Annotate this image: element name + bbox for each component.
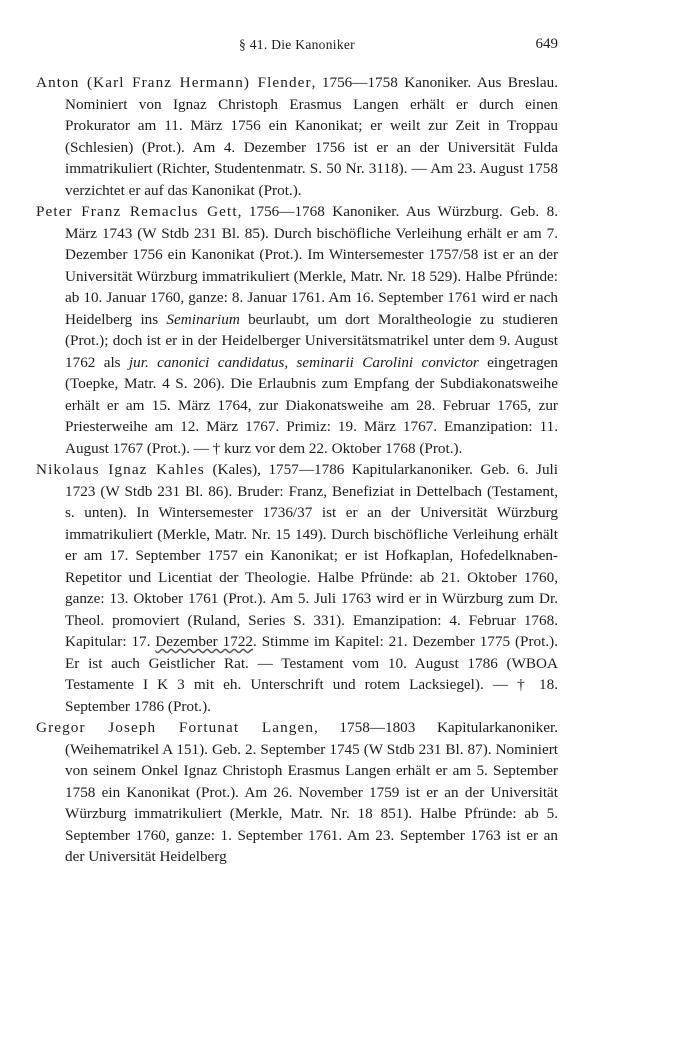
person-name: Peter Franz Remaclus Gett <box>36 203 238 220</box>
entry-text: (Kales), 1757—1786 Kapitularkanoniker. Geb. 6. Juli 1723 (W Stdb 231 Bl. 86). Bruder: Franz, Benefiziat in Dettelbach (Testament, s. unten). In Wintersemester 1736/37 ist er an der Universität Würzburg immatrikuliert (Merkle, Matr. Nr. 15 149). Durch bischöfliche Verleihung erhält er am 17. September 1757 ein Kanonikat; er ist Hofkaplan, Hofedelknaben-Repetitor und Licentiat der Theologie. Halbe Pfründe: ab 21. Oktober 1760, ganze: 13. Oktober 1761 (Prot.). Am 5. Juli 1763 wird er in Würzburg zum Dr. Theol. promoviert (Ruland, Series S. 331). Emanzipation: 4. Februar 1768. Kapitular: 17. <box>65 461 558 650</box>
handwritten-mark: Dezember 1722 <box>155 633 254 650</box>
entry-text: , 1756—1768 Kanoniker. Aus Würzburg. Geb. 8. März 1743 (W Stdb 231 Bl. 85). Durch bischöfliche Verleihung erhält er am 7. Dezember 1756 ein Kanonikat (Prot.). Im Wintersemester 1757/58 ist er an der Universität Würzburg immatrikuliert (Merkle, Matr. Nr. 18 529). Halbe Pfründe: ab 10. Januar 1760, ganze: 8. Januar 1761. Am 16. September 1761 wird er nach Heidelberg ins <box>65 203 558 328</box>
person-name: Gregor Joseph Fortunat Langen <box>36 719 315 736</box>
person-name: Anton (Karl Franz Hermann) Flender <box>36 74 312 91</box>
italic-quote: jur. canonici candidatus, seminarii Carolini convictor <box>128 353 479 371</box>
entry-text: beurlaubt, um dort Moraltheologie zu studieren (Prot.); doch ist er in der Heidelberger Universitätsmatrikel unter dem 9. August 1762 als <box>65 310 558 371</box>
entry-text: eingetragen (Toepke, Matr. 4 S. 206). Die Erlaubnis zum Empfang der Subdiakonatsweihe erhält er am 15. März 1764, zur Diakonatsweihe am 28. Februar 1765, zur Priesterweihe am 12. März 1767. Primiz: 19. März 1767. Emanzipation: 11. August 1767 (Prot.). — † kurz vor dem 22. Oktober 1768 (Prot.). <box>65 353 558 457</box>
entry-text: , 1756—1758 Kanoniker. Aus Breslau. Nominiert von Ignaz Christoph Erasmus Langen erhält er durch einen Prokurator am 11. März 1756 ein Kanonikat; er weilt zur Zeit in Troppau (Schlesien) (Prot.). Am 4. Dezember 1756 ist er an der Universität Fulda immatrikuliert (Richter, Studentenmatr. S. 50 Nr. 3118). — Am 23. August 1758 verzichtet er auf das Kanonikat (Prot.). <box>65 74 559 199</box>
entry-text: . Stimme im Kapitel: 21. Dezember 1775 (Prot.). Er ist auch Geistlicher Rat. — Testament vom 10. August 1786 (WBOA Testamente I K 3 mit eh. Unterschrift und rotem Lacksiegel). — † 18. September 1786 (Prot.). <box>65 633 559 715</box>
italic-term: Seminarium <box>166 310 240 328</box>
page-body <box>36 72 558 868</box>
person-name: Nikolaus Ignaz Kahles <box>36 461 205 478</box>
section-title: § 41. Die Kanoniker <box>239 37 355 52</box>
entry-gett <box>36 201 558 459</box>
entry-text: , 1758—1803 Kapitularkanoniker. (Weihematrikel A 151). Geb. 2. September 1745 (W Stdb 231 Bl. 87). Nominiert von seinem Onkel Ignaz Christoph Erasmus Langen erhält er am 5. September 1758 ein Kanonikat (Prot.). Am 26. November 1759 ist er an der Universität Würzburg immatrikuliert (Merkle, Matr. Nr. 18 851). Halbe Pfründe: ab 5. September 1760, ganze: 1. September 1761. Am 23. September 1763 ist er an der Universität Heidelberg <box>65 719 559 865</box>
running-header <box>36 37 558 57</box>
entry-kahles <box>36 459 558 717</box>
entry-flender <box>36 72 558 201</box>
entry-langen <box>36 717 558 868</box>
page-number: 649 <box>535 36 558 52</box>
